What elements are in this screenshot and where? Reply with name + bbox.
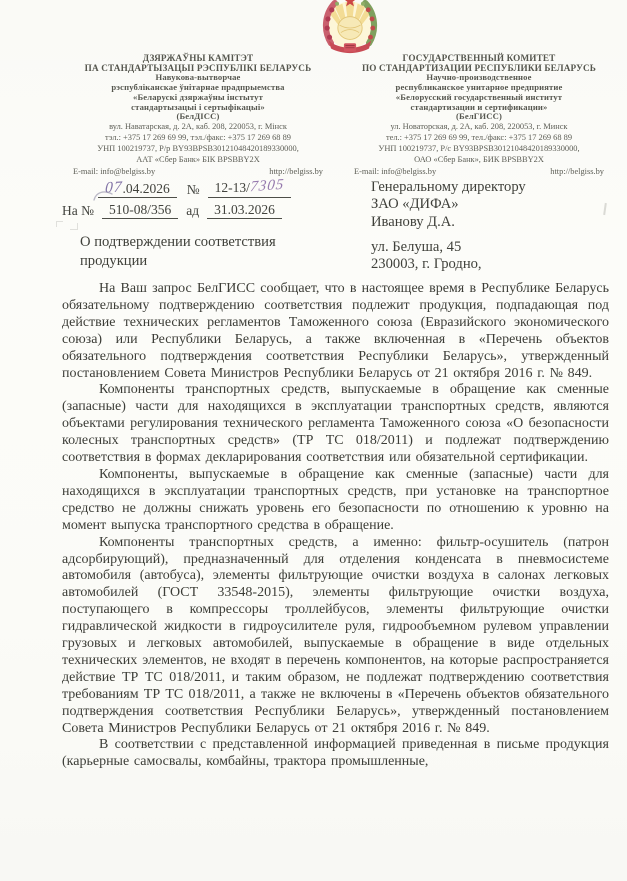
reply-from-label: ад — [186, 203, 200, 218]
outgoing-number-field — [208, 176, 291, 198]
reply-number-field: 510-08/356 — [102, 201, 178, 219]
org-name-line: рэспубліканскае ўнітарнае прадпрыемства — [111, 82, 285, 93]
org-name-line: ПА СТАНДАРТЫЗАЦЫІ РЭСПУБЛІКІ БЕЛАРУСЬ — [84, 62, 312, 73]
letter-subject — [80, 233, 276, 271]
body-paragraph: Компоненты транспортных средств, а именно: фильтр-осушитель (патрон адсорбирующий), предназначенный для отделения конденсата в пневмосистеме автомобиля (автобуса), элементы фильтрующие очистки воздуха в салонах легковых автомобилей (ГОСТ 33548-2015), элементы фильтрующие очистки воздуха, поступающего в компрессоры троллейбусов, элементы фильтрующие очистки гидравлической жидкости в гидроусилителе руля, гидрообъемном рулевом управлении грузовых и легковых автомобилей, выпускаемые в обращение в виде отдельных технических элементов, не входят в перечень компонентов, на которые распространяется действие ТР ТС 018/2011, и таким образом, не подлежат подтверждению соответствия требованиям ТР ТС 018/2011, а также не включены в «Перечень объектов обязательного подтверждения соответствия Республики Беларусь», утвержденный постановлением Совета Министров Республики Беларусь от 21 октября 2016 г. № 849. — [62, 534, 609, 736]
reply-to-label: На № — [62, 203, 94, 218]
subject-line: продукции — [80, 252, 148, 269]
org-website: http://belgiss.by — [269, 166, 323, 176]
letterhead-left — [55, 54, 341, 177]
recipient-street: ул. Белуша, 45 — [371, 238, 462, 255]
org-abbreviation: (БелГИСС) — [456, 111, 502, 122]
org-name-line: «Белорусский государственный институт — [395, 91, 563, 102]
org-bank-line: ОАО «Сбер Банк», БИК BPSBBY2X — [414, 154, 544, 164]
org-name-line: стандартизации и сертификации» — [410, 101, 548, 112]
org-bank-line: УНП 100219737, Р/с BY93BPSB30121048420189330000, — [378, 143, 580, 153]
letter-body — [62, 281, 609, 771]
recipient-title: Генеральному директору — [371, 179, 526, 195]
letterhead-right — [336, 54, 622, 177]
body-paragraph: Компоненты, выпускаемые в обращение как сменные (запасные) части для находящихся в эксплуатации транспортных средств, при установке на транспортное средство не должны снижать уровень его безопасности по отношению к уровню на момент выпуска транспортного средства в обращение. — [62, 466, 609, 533]
org-abbreviation: (БелДІСС) — [176, 111, 220, 122]
reply-reference-row — [62, 201, 372, 219]
org-name-line: ГОСУДАРСТВЕННЫЙ КОМИТЕТ — [402, 53, 556, 63]
scan-artifact-tick — [603, 203, 607, 215]
org-contact-row — [336, 166, 622, 177]
body-paragraph: В соответствии с представленной информацией приведенная в письме продукция (карьерные самосвалы, комбайны, трактора промышленные, — [62, 737, 609, 770]
handwritten-date: 07 — [104, 178, 123, 197]
org-phone-line: тэл.: +375 17 269 69 99, тэл./факс: +375 17 269 68 89 — [105, 132, 291, 142]
org-address-line: ул. Новаторская, д. 2А, каб. 208, 220053, г. Минск — [390, 121, 568, 131]
subject-line: О подтверждении соответствия — [80, 234, 276, 250]
scan-artifact-marks — [56, 221, 82, 237]
org-name-line: стандартызацыі і сертыфікацыі» — [131, 101, 265, 112]
org-bank-line: ААТ «Сбер Банк» БІК BPSBBY2X — [136, 154, 260, 164]
org-name-line: Научно-производственное — [426, 72, 532, 83]
org-name-line: ПО СТАНДАРТИЗАЦИИ РЕСПУБЛИКИ БЕЛАРУСЬ — [361, 62, 596, 73]
number-sign: № — [186, 182, 200, 197]
reply-date-field: 31.03.2026 — [207, 201, 282, 219]
recipient-block — [371, 179, 526, 273]
org-bank-line: УНП 100219737, Р/р BY93BPSB30121048420189330000, — [97, 143, 299, 153]
org-email: E-mail: info@belgiss.by — [354, 166, 437, 176]
org-name-line: республиканское унитарное предприятие — [395, 82, 563, 93]
body-paragraph: На Ваш запрос БелГИСС сообщает, что в настоящее время в Республике Беларусь обязательному подтверждению соответствия подлежит продукция, подпадающая под действие технических регламентов Таможенного союза (Евразийского экономического союза) или Республики Беларусь, а также включенная в «Перечень объектов обязательного подтверждения соответствия Республики Беларусь», утвержденный постановлением Совета Министров Республики Беларусь от 21 октября 2016 г. № 849. — [62, 281, 609, 381]
body-paragraph: Компоненты транспортных средств, выпускаемые в обращение как сменные (запасные) части для находящихся в эксплуатации транспортных средств, являются объектами регулирования технического регламента Таможенного союза «О безопасности колесных транспортных средств» (ТР ТС 018/2011) и подлежат подтверждению соответствия в формах декларирования соответствия или обязательной сертификации. — [62, 382, 609, 466]
org-email: E-mail: info@belgiss.by — [73, 166, 156, 176]
recipient-person: Иванову Д.А. — [371, 213, 455, 230]
printed-number: 12-13/ — [214, 180, 250, 195]
recipient-city: 230003, г. Гродно, — [371, 256, 482, 273]
org-name-line: ДЗЯРЖАЎНЫ КАМІТЭТ — [142, 53, 254, 63]
recipient-company: ЗАО «ДИФА» — [371, 196, 459, 213]
org-address-line: вул. Наватарская, д. 2А, каб. 208, 220053, г. Мінск — [109, 121, 287, 131]
org-phone-line: тел.: +375 17 269 69 99, тел./факс: +375 17 269 68 89 — [385, 132, 573, 142]
org-website: http://belgiss.by — [550, 166, 604, 176]
org-contact-row — [55, 166, 341, 177]
org-name-line: «Беларускі дзяржаўны інстытут — [133, 91, 263, 102]
pen-stray-mark — [92, 188, 114, 202]
printed-date: .04.2026 — [122, 181, 170, 196]
org-name-line: Навукова-вытворчае — [155, 72, 241, 83]
handwritten-number: 7305 — [249, 176, 285, 196]
coat-of-arms-belarus-icon — [312, 0, 388, 57]
